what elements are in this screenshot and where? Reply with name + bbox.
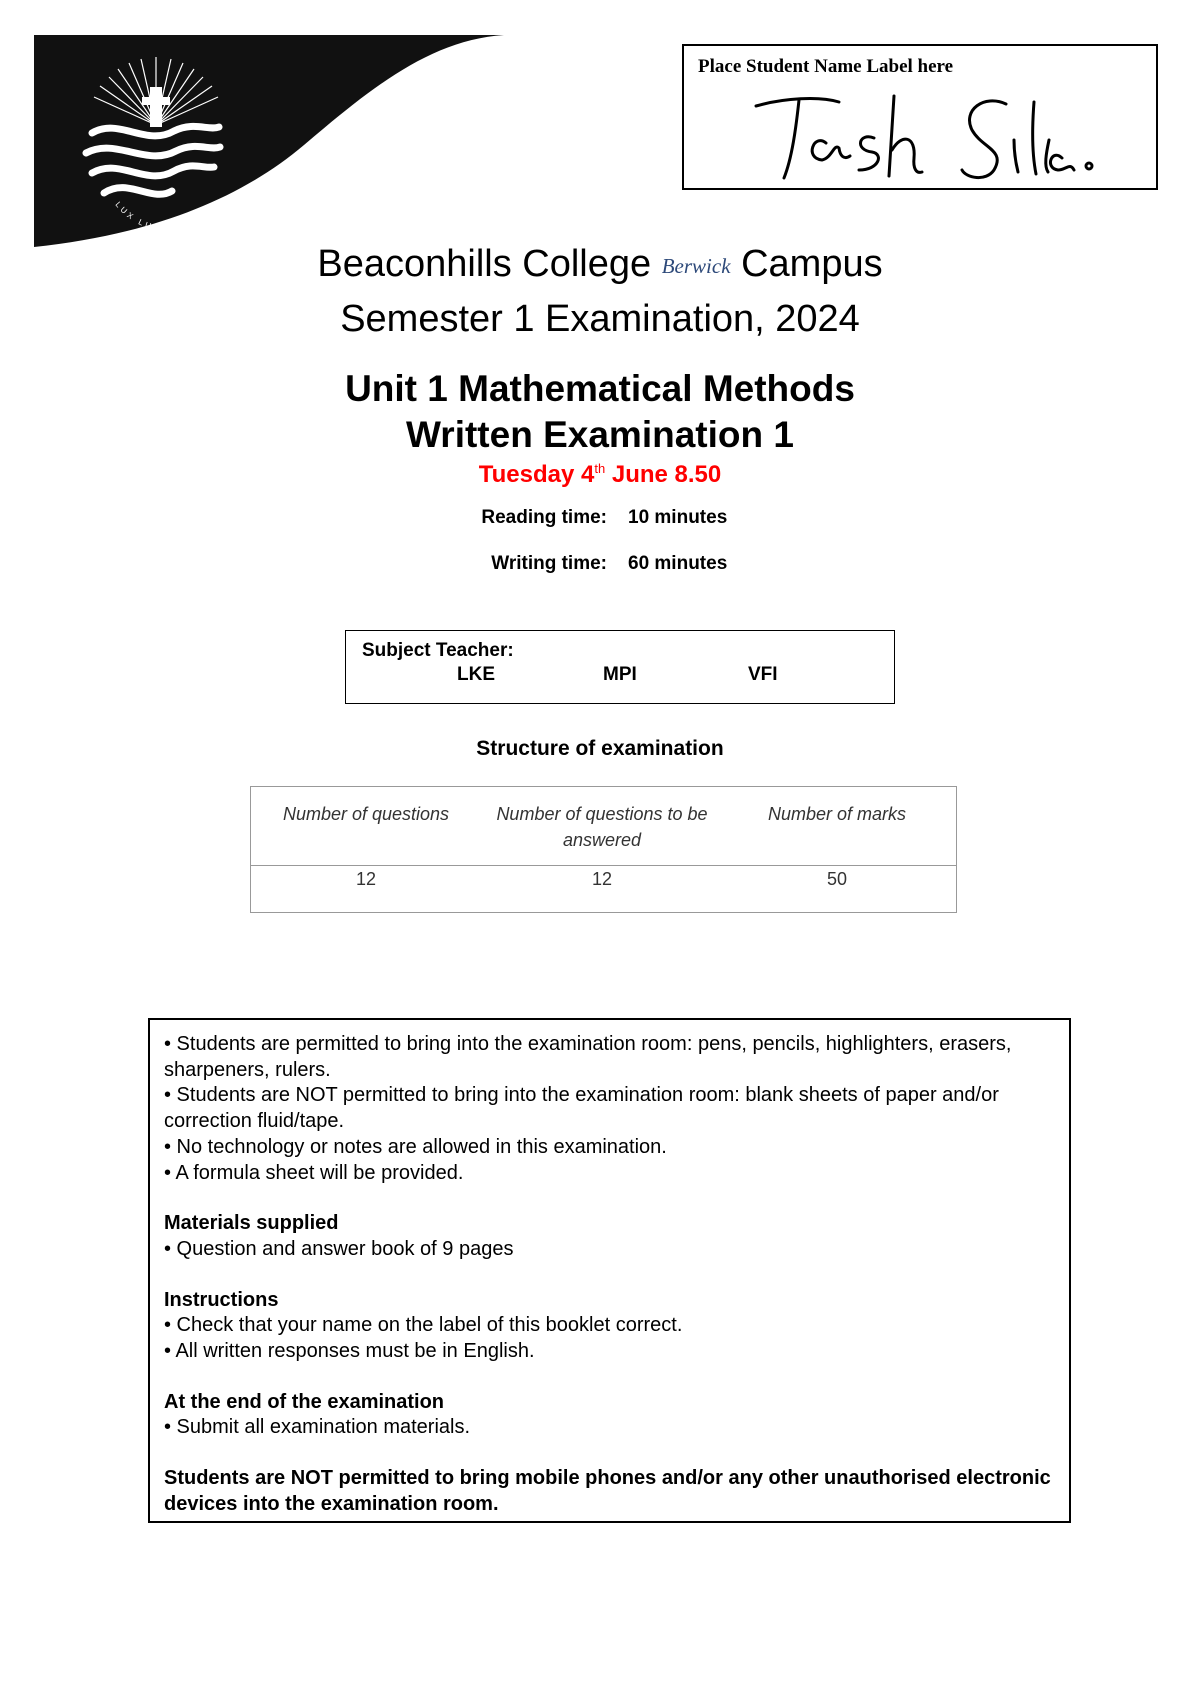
table-header-answered: Number of questions to be answered — [496, 804, 708, 850]
campus-suffix: Campus — [741, 243, 883, 285]
college-logo-banner — [34, 35, 554, 250]
teacher-lke: LKE — [457, 664, 495, 685]
rule-no-technology: • No technology or notes are allowed in this examination. — [164, 1135, 667, 1158]
teacher-mpi: MPI — [603, 664, 637, 685]
student-name-label-box — [682, 44, 1158, 190]
rule-permitted: • Students are permitted to bring into the examination room: pens, pencils, highlighters, erasers, sharpeners, rulers. — [164, 1033, 1012, 1081]
instruction-item-2: • All written responses must be in English. — [164, 1340, 535, 1363]
exam-title: Written Examination 1 — [406, 414, 794, 455]
end-of-exam-item: • Submit all examination materials. — [164, 1416, 471, 1439]
structure-heading: Structure of examination — [476, 737, 724, 760]
materials-item: • Question and answer book of 9 pages — [164, 1237, 514, 1260]
student-signature — [744, 88, 1104, 188]
table-cell-marks: 50 — [826, 869, 848, 889]
devices-warning: Students are NOT permitted to bring mobile phones and/or any other unauthorised electronic devices into the examination room. — [164, 1467, 1051, 1515]
structure-table — [250, 786, 957, 913]
exam-date — [0, 461, 1200, 489]
table-header-marks: Number of marks — [767, 804, 907, 824]
materials-heading: Materials supplied — [164, 1212, 339, 1235]
writing-time-value: 60 minutes — [628, 553, 728, 574]
semester-line: Semester 1 Examination, 2024 — [340, 298, 860, 340]
unit-title: Unit 1 Mathematical Methods — [345, 368, 855, 409]
table-cell-questions: 12 — [355, 869, 377, 889]
rule-formula-sheet: • A formula sheet will be provided. — [164, 1161, 464, 1184]
table-cell-answered: 12 — [591, 869, 613, 889]
subject-teacher-box — [345, 630, 895, 704]
date-suffix: June 8.50 — [605, 461, 722, 488]
date-suffix-sup: th — [594, 461, 606, 476]
reading-time-value: 10 minutes — [628, 507, 728, 528]
subject-teacher-label: Subject Teacher: — [362, 640, 514, 661]
end-of-exam-heading: At the end of the examination — [164, 1390, 445, 1413]
exam-rules-box — [148, 1018, 1071, 1523]
reading-time-label: Reading time: — [481, 507, 607, 528]
college-name-line — [0, 243, 1200, 286]
table-row-divider — [251, 865, 956, 866]
instructions-heading: Instructions — [164, 1288, 279, 1311]
label-box-title: Place Student Name Label here — [698, 56, 954, 77]
campus-name: Berwick — [661, 254, 731, 278]
writing-time-label: Writing time: — [491, 553, 607, 574]
teacher-vfi: VFI — [748, 664, 778, 685]
table-header-questions: Number of questions — [282, 804, 450, 824]
logo-motto: LUX LUCEAT — [113, 200, 186, 235]
college-name: Beaconhills College — [317, 243, 652, 285]
signature-text: Tash Silva — [744, 88, 749, 89]
rule-not-permitted: • Students are NOT permitted to bring into the examination room: blank sheets of paper and/or correction fluid/tape. — [164, 1084, 999, 1133]
instruction-item-1: • Check that your name on the label of this booklet correct. — [164, 1314, 683, 1337]
date-prefix: Tuesday 4 — [478, 461, 595, 488]
